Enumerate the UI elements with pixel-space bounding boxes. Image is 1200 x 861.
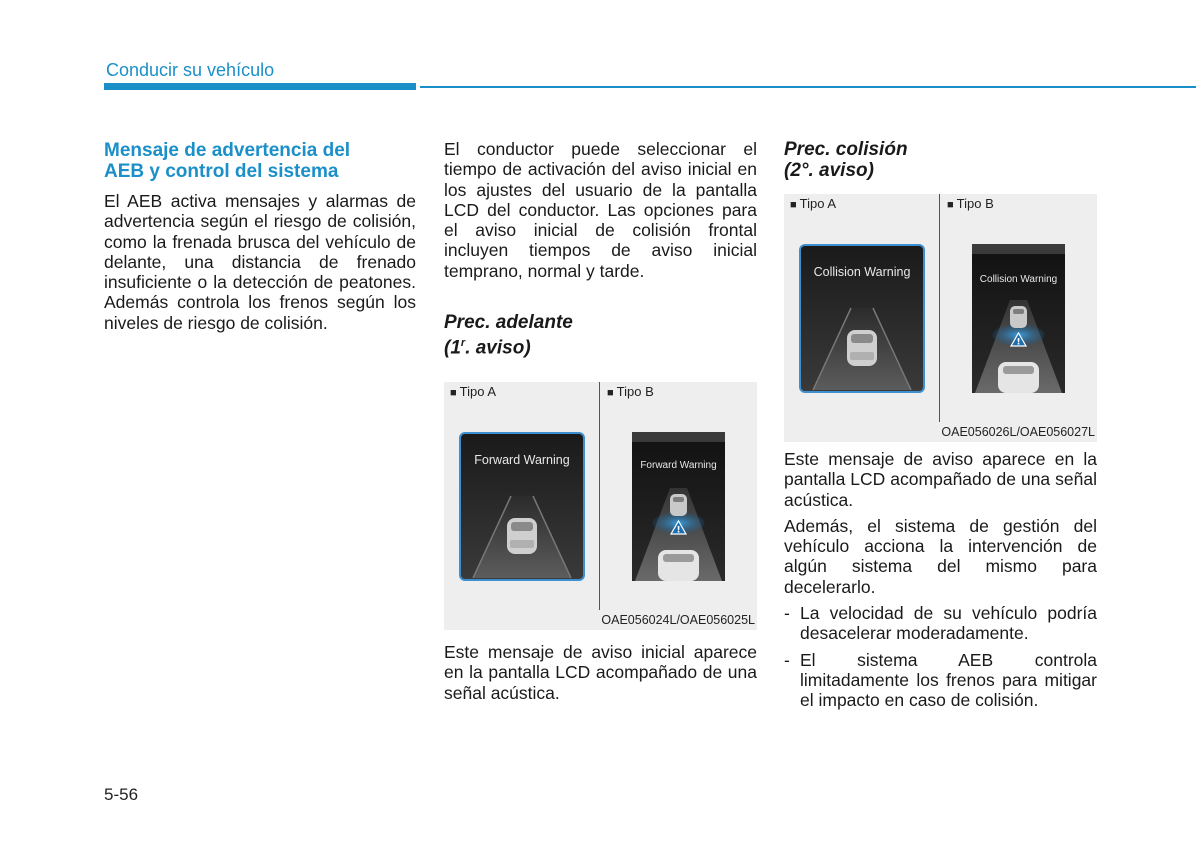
collision-warning-heading-line1: Prec. colisión (784, 139, 908, 160)
forward-warning-text-type-b: Forward Warning (640, 460, 717, 471)
forward-warning-heading (444, 312, 757, 358)
forward-warning-heading-line1: Prec. adelante (444, 312, 573, 334)
column-1 (104, 140, 416, 333)
bullet-text: La velocidad de su vehículo podría desacelerar moderadamente. (800, 603, 1097, 644)
lcd-screen-type-b (632, 432, 725, 581)
collision-warning-text-block (784, 449, 1097, 711)
forward-warning-screen-type-a (459, 432, 585, 581)
collision-paragraph-1: Este mensaje de aviso aparece en la pantalla LCD acompañado de una señal acústica. (784, 449, 1097, 510)
column-2 (444, 139, 757, 358)
activation-paragraph: El conductor puede seleccionar el tiempo de activación del aviso inicial en los ajustes del usuario de la pantalla LCD del conductor. Las opciones para el aviso inicial de colisión frontal incluyen tiempos de aviso inicial temprano, normal y tarde. (444, 139, 757, 281)
forward-warning-caption: Este mensaje de aviso inicial aparece en la pantalla LCD acompañado de una señal acústica. (444, 642, 757, 703)
forward-warning-caption-block (444, 642, 757, 703)
type-a-label: ■ Tipo A (790, 196, 837, 211)
collision-warning-screen-type-a (799, 244, 925, 393)
type-b-label: ■ Tipo B (947, 196, 994, 211)
forward-warning-heading-line2: (1$^r$. aviso) (444, 337, 531, 359)
lcd-screen-type-b (972, 244, 1065, 393)
type-a-label: ■ Tipo A (450, 384, 497, 399)
intro-paragraph: El AEB activa mensajes y alarmas de advertencia según el riesgo de colisión, como la frenada brusca del vehículo de delante, una distancia de frenado insuficiente o la detección de peatones. Además controla los frenos según los niveles de riesgo de colisión. (104, 191, 416, 333)
collision-warning-figure (784, 194, 1097, 442)
type-b-label: ■ Tipo B (607, 384, 654, 399)
collision-warning-text-type-b: Collision Warning (979, 274, 1058, 285)
forward-warning-figure (444, 382, 757, 630)
bullet-dash: - (784, 649, 790, 670)
collision-paragraph-2: Además, el sistema de gestión del vehículo acciona la intervención de algún sistema del mismo para decelerarlo. (784, 515, 1097, 597)
forward-warning-text-type-a: Forward Warning (474, 453, 570, 467)
figure-divider (939, 194, 940, 422)
bullet-text: El sistema AEB controla limitadamente los frenos para mitigar el impacto en caso de colisión. (800, 649, 1097, 711)
bullet-item (784, 650, 1097, 711)
section-heading-line1: Mensaje de advertencia del (104, 140, 351, 161)
figure-code: OAE056026L/OAE056027L (941, 425, 1095, 439)
header-rule-thick (104, 83, 416, 90)
collision-warning-screen-type-b (972, 244, 1065, 393)
section-heading-line2: AEB y control del sistema (104, 161, 339, 182)
column-3 (784, 139, 1097, 181)
svg-text:!: ! (1016, 337, 1021, 348)
section-title: Conducir su vehículo (106, 60, 275, 80)
bullet-dash: - (784, 603, 790, 624)
figure-divider (599, 382, 600, 610)
bullet-item (784, 603, 1097, 644)
collision-warning-heading-line2: (2°. aviso) (784, 160, 874, 181)
section-heading (104, 140, 416, 182)
forward-warning-screen-type-b (632, 432, 725, 581)
page-number: 5-56 (104, 785, 139, 804)
svg-text:!: ! (676, 525, 681, 536)
header-rule-thin (420, 86, 1196, 88)
collision-warning-text-type-a: Collision Warning (813, 265, 911, 279)
figure-code: OAE056024L/OAE056025L (601, 613, 755, 627)
collision-warning-heading (784, 139, 1097, 181)
